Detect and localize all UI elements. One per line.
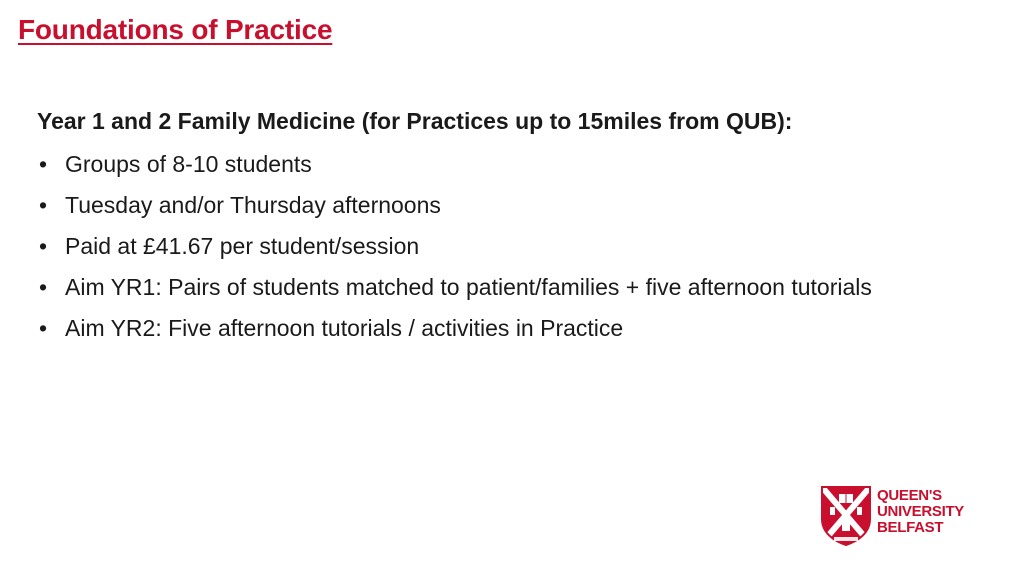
bullet-icon: • (39, 192, 48, 218)
wordmark-line: QUEEN'S (877, 487, 942, 504)
bullet-text: Paid at £41.67 per student/session (65, 233, 420, 259)
bullet-item (37, 226, 977, 267)
bullet-list (37, 144, 977, 349)
wordmark-line: UNIVERSITY (877, 503, 965, 520)
bullet-icon: • (39, 233, 48, 259)
bullet-icon: • (39, 315, 48, 341)
bullet-item (37, 267, 977, 308)
bullet-text: Tuesday and/or Thursday afternoons (65, 192, 441, 218)
bullet-text: Groups of 8-10 students (65, 151, 312, 177)
bullet-item (37, 185, 977, 226)
university-logo (820, 485, 980, 547)
bullet-icon: • (39, 151, 48, 177)
bullet-icon: • (39, 274, 48, 300)
bullet-item (37, 308, 977, 349)
bullet-text: Aim YR1: Pairs of students matched to patient/families + five afternoon tutorials (65, 274, 872, 300)
slide-content (37, 104, 977, 349)
university-crest-icon (820, 485, 872, 547)
university-wordmark (877, 488, 964, 536)
bullet-text: Aim YR2: Five afternoon tutorials / activities in Practice (65, 315, 624, 341)
bullet-item (37, 144, 977, 185)
wordmark-line: BELFAST (877, 519, 944, 536)
section-subheading: Year 1 and 2 Family Medicine (for Practices up to 15miles from QUB): (37, 108, 793, 134)
slide-title: Foundations of Practice (18, 14, 333, 45)
